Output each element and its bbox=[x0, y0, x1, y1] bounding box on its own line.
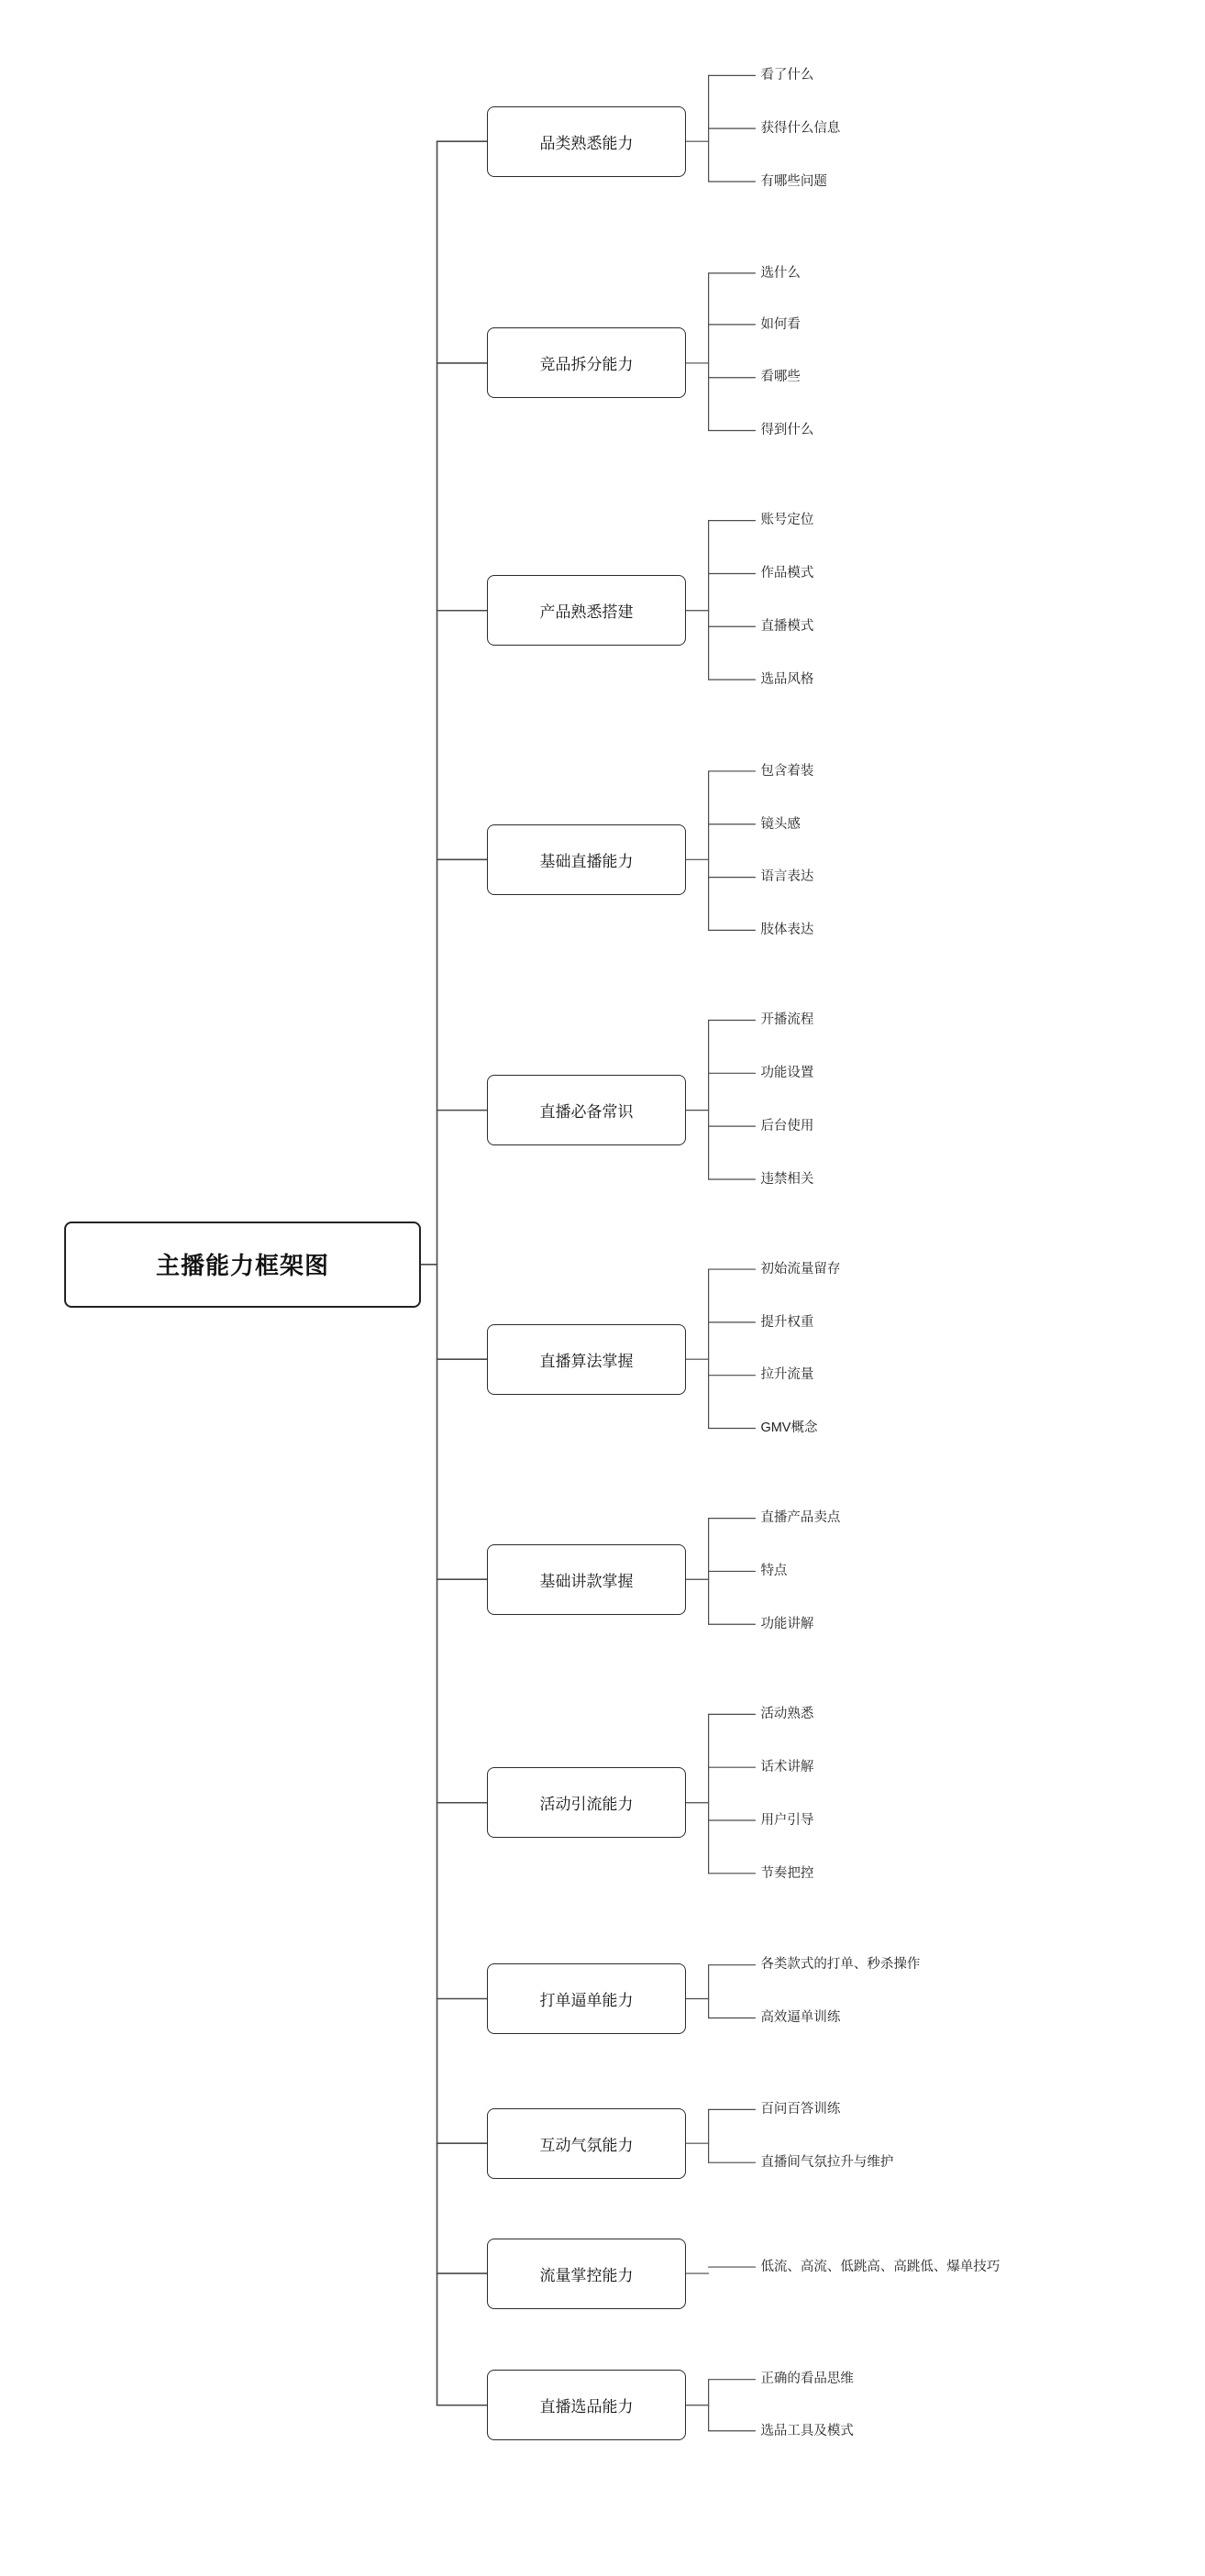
branch-node[interactable]: 直播选品能力 bbox=[487, 2370, 686, 2440]
branch-node[interactable]: 直播算法掌握 bbox=[487, 1324, 686, 1395]
leaf-node[interactable]: 提升权重 bbox=[760, 1314, 814, 1330]
leaf-node[interactable]: 低流、高流、低跳高、高跳低、爆单技巧 bbox=[760, 2259, 1000, 2274]
leaf-node[interactable]: 看哪些 bbox=[760, 370, 801, 385]
leaf-node[interactable]: 初始流量留存 bbox=[760, 1261, 841, 1277]
leaf-node[interactable]: 直播间气氛拉升与维护 bbox=[760, 2154, 894, 2170]
leaf-node[interactable]: 话术讲解 bbox=[760, 1759, 814, 1774]
leaf-node[interactable]: 肢体表达 bbox=[760, 923, 814, 938]
leaf-node[interactable]: 用户引导 bbox=[760, 1812, 814, 1828]
leaf-node[interactable]: 获得什么信息 bbox=[760, 120, 841, 136]
branch-node[interactable]: 产品熟悉搭建 bbox=[487, 575, 686, 646]
leaf-node[interactable]: 功能讲解 bbox=[760, 1617, 814, 1632]
leaf-node[interactable]: 得到什么 bbox=[760, 423, 814, 438]
branch-node[interactable]: 活动引流能力 bbox=[487, 1767, 686, 1838]
branch-node[interactable]: 直播必备常识 bbox=[487, 1075, 686, 1145]
leaf-node[interactable]: 高效逼单训练 bbox=[760, 2010, 841, 2026]
leaf-node[interactable]: 活动熟悉 bbox=[760, 1707, 814, 1722]
leaf-node[interactable]: GMV概念 bbox=[760, 1421, 818, 1436]
leaf-node[interactable]: 直播产品卖点 bbox=[760, 1510, 841, 1526]
leaf-node[interactable]: 看了什么 bbox=[760, 68, 814, 83]
leaf-node[interactable]: 镜头感 bbox=[760, 816, 801, 832]
branch-node[interactable]: 互动气氛能力 bbox=[487, 2108, 686, 2179]
leaf-node[interactable]: 节奏把控 bbox=[760, 1865, 814, 1881]
branch-node[interactable]: 流量掌控能力 bbox=[487, 2239, 686, 2309]
branch-node[interactable]: 基础直播能力 bbox=[487, 824, 686, 895]
leaf-node[interactable]: 语言表达 bbox=[760, 869, 814, 885]
leaf-node[interactable]: 违禁相关 bbox=[760, 1171, 814, 1187]
leaf-node[interactable]: 拉升流量 bbox=[760, 1367, 814, 1383]
leaf-node[interactable]: 选什么 bbox=[760, 265, 801, 281]
leaf-node[interactable]: 选品工具及模式 bbox=[760, 2423, 854, 2438]
root-node[interactable]: 主播能力框架图 bbox=[64, 1222, 421, 1309]
branch-node[interactable]: 竞品拆分能力 bbox=[487, 327, 686, 398]
leaf-node[interactable]: 特点 bbox=[760, 1564, 788, 1579]
leaf-node[interactable]: 包含着装 bbox=[760, 763, 814, 779]
leaf-node[interactable]: 开播流程 bbox=[760, 1012, 814, 1028]
leaf-node[interactable]: 如何看 bbox=[760, 316, 801, 332]
leaf-node[interactable]: 百问百答训练 bbox=[760, 2102, 841, 2117]
leaf-node[interactable]: 正确的看品思维 bbox=[760, 2371, 854, 2387]
branch-node[interactable]: 打单逼单能力 bbox=[487, 1963, 686, 2034]
leaf-node[interactable]: 直播模式 bbox=[760, 619, 814, 635]
branch-node[interactable]: 基础讲款掌握 bbox=[487, 1544, 686, 1615]
leaf-node[interactable]: 功能设置 bbox=[760, 1066, 814, 1081]
leaf-node[interactable]: 各类款式的打单、秒杀操作 bbox=[760, 1957, 921, 1973]
leaf-node[interactable]: 后台使用 bbox=[760, 1118, 814, 1133]
leaf-node[interactable]: 作品模式 bbox=[760, 566, 814, 581]
branch-node[interactable]: 品类熟悉能力 bbox=[487, 106, 686, 177]
leaf-node[interactable]: 账号定位 bbox=[760, 513, 814, 528]
leaf-node[interactable]: 选品风格 bbox=[760, 671, 814, 687]
leaf-node[interactable]: 有哪些问题 bbox=[760, 173, 827, 189]
